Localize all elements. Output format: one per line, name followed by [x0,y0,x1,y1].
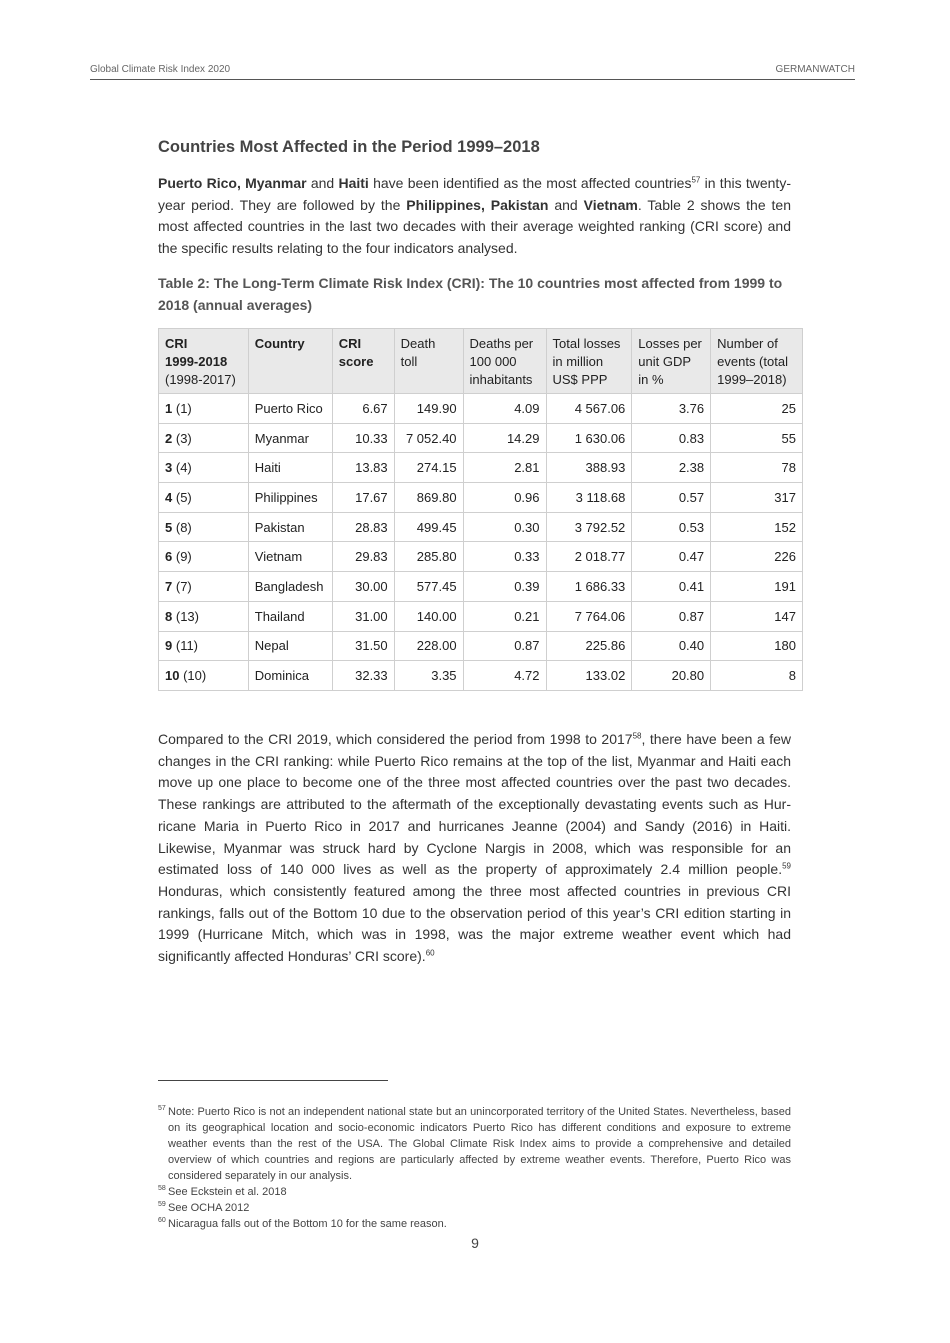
cell-rank [159,601,249,631]
cell-death-toll: 7 052.40 [394,423,463,453]
cell-rank [159,661,249,691]
rank-previous: (7) [175,578,192,594]
footnote-57 [158,1104,791,1184]
intro-bold-3: Philippines, Pakistan [406,196,549,213]
cell-events: 180 [711,631,803,661]
cell-country: Nepal [248,631,332,661]
col-header-gdp-b: unit GDP [638,354,692,369]
footnote-58 [158,1184,791,1200]
cell-losses-gdp: 0.83 [632,423,711,453]
footnote-ref-60[interactable]: 60 [425,948,435,958]
rank-previous: (11) [175,638,199,654]
col-header-country [248,329,332,394]
footnote-number: 58 [158,1185,166,1192]
cell-losses-gdp: 0.41 [632,572,711,602]
cell-death-toll: 869.80 [394,483,463,513]
cell-deaths-per-100k: 0.96 [463,483,546,513]
cell-country: Dominica [248,661,332,691]
table-row [159,661,803,691]
cell-total-losses: 133.02 [546,661,632,691]
cell-total-losses: 388.93 [546,453,632,483]
cell-score: 10.33 [332,423,394,453]
cell-deaths-per-100k: 0.30 [463,512,546,542]
table-row [159,542,803,572]
cell-events: 78 [711,453,803,483]
cell-deaths-per-100k: 14.29 [463,423,546,453]
col-header-gdp-c: in % [638,372,664,387]
footnote-text: Nicaragua falls out of the Bottom 10 for the same reason. [168,1218,447,1230]
rank-previous: (13) [175,608,199,624]
col-header-deaths100-c: inhabitants [469,372,533,387]
footnote-ref-58[interactable]: 58 [632,731,642,741]
cell-country: Puerto Rico [248,394,332,424]
cell-country: Philippines [248,483,332,513]
col-header-death-b: toll [400,354,418,369]
cell-deaths-per-100k: 4.72 [463,661,546,691]
cell-losses-gdp: 3.76 [632,394,711,424]
cell-events: 55 [711,423,803,453]
para2-text-2: , there have been a few changes in the CRI ranking: while Puerto Rico remains at the top of the list, Myanmar and Haiti each move up one place to become one of the three most affected countries over the past two decades. These rankings are attributed to the aftermath of the exceptionally devastating events such as Hurricane Maria in Puerto Rico in 2017 and hurricanes Jeanne (2004) and Sandy (2016) in Haiti. Likewise, Myanmar was struck hard by Cyclone Nargis in 2008, which was responsible for an estimated loss of 140 000 lives as well as the property of approximately 2.4 million people. [158,731,792,878]
rank-previous: (8) [175,519,192,535]
cell-deaths-per-100k: 0.21 [463,601,546,631]
rank-previous: (5) [175,489,192,505]
intro-bold-2: Haiti [338,175,369,191]
rank-previous: (10) [183,668,207,684]
cell-deaths-per-100k: 0.39 [463,572,546,602]
rank-current: 9 [165,638,173,654]
rank-current: 5 [165,519,173,535]
footnote-number: 59 [158,1201,166,1208]
cell-score: 31.00 [332,601,394,631]
cell-death-toll: 285.80 [394,542,463,572]
rank-current: 7 [165,578,173,594]
col-header-losses-a: Total losses [552,336,621,351]
comparison-paragraph [158,729,791,968]
cell-rank [159,572,249,602]
cell-score: 17.67 [332,483,394,513]
cell-events: 226 [711,542,803,572]
cell-losses-gdp: 0.40 [632,631,711,661]
cell-losses-gdp: 0.57 [632,483,711,513]
col-header-country-label: Country [254,336,305,351]
rank-previous: (3) [175,430,192,446]
footnote-59 [158,1200,791,1216]
cell-losses-gdp: 20.80 [632,661,711,691]
rank-current: 1 [165,400,173,416]
table-row [159,453,803,483]
footnote-number: 60 [158,1217,166,1224]
col-header-events-c: 1999–2018) [717,372,787,387]
intro-bold-4: Vietnam [583,196,638,213]
rank-previous: (4) [175,460,192,476]
intro-bold-1: Puerto Rico, Myanmar [158,175,307,191]
col-header-cri-rank-b: 1999-2018 [165,354,228,369]
section-title: Countries Most Affected in the Period 1999–2018 [158,138,540,156]
footnotes [158,1104,791,1232]
table-row [159,631,803,661]
cell-deaths-per-100k: 0.33 [463,542,546,572]
cell-rank [159,542,249,572]
rank-current: 4 [165,489,173,505]
cell-score: 32.33 [332,661,394,691]
col-header-death-a: Death [400,336,436,351]
table-row [159,394,803,424]
col-header-events-a: Number of [717,336,778,351]
cell-country: Thailand [248,601,332,631]
footnote-ref-57[interactable]: 57 [691,175,701,185]
cell-death-toll: 140.00 [394,601,463,631]
cell-losses-gdp: 0.87 [632,601,711,631]
para2-text-3: Honduras, which consistently featured among the three most affected countries in previous CRI rankings, falls out of the Bottom 10 due to the observation period of this year’s CRI edition starting in 1999 (Hurricane Mitch, which was in 1998, was the major extreme weather event which had significantly affected Honduras’ CRI score). [158,882,791,965]
col-header-total-losses [546,329,632,394]
table-row [159,601,803,631]
intro-text-5: . Table 2 shows the ten most affected countries in the last two decades with their average weighted ranking (CRI score) and the specific results relating to the four indicators analysed. [158,196,792,257]
cri-table [158,328,803,691]
rank-current: 3 [165,460,173,476]
cell-deaths-per-100k: 4.09 [463,394,546,424]
cell-total-losses: 1 630.06 [546,423,632,453]
cell-deaths-per-100k: 0.87 [463,631,546,661]
cell-total-losses: 4 567.06 [546,394,632,424]
cell-death-toll: 3.35 [394,661,463,691]
cell-total-losses: 3 118.68 [546,483,632,513]
rank-current: 10 [165,668,180,684]
intro-paragraph [158,173,791,260]
cell-total-losses: 7 764.06 [546,601,632,631]
cell-death-toll: 149.90 [394,394,463,424]
rank-previous: (1) [175,400,192,416]
col-header-cri-rank-c: (1998-2017) [165,372,236,387]
col-header-deaths-per-100k [463,329,546,394]
cell-country: Haiti [248,453,332,483]
table-row [159,512,803,542]
cell-events: 8 [711,661,803,691]
cell-total-losses: 3 792.52 [546,512,632,542]
cell-losses-gdp: 2.38 [632,453,711,483]
col-header-cri-rank-a: CRI [165,336,188,351]
col-header-losses-c: US$ PPP [552,372,608,387]
header-publisher: GERMANWATCH [775,64,855,75]
table-row [159,483,803,513]
page-number: 9 [471,1235,479,1251]
cell-total-losses: 2 018.77 [546,542,632,572]
cell-country: Vietnam [248,542,332,572]
col-header-death-toll [394,329,463,394]
cell-rank [159,512,249,542]
footnote-ref-59[interactable]: 59 [782,861,791,871]
intro-text-2: have been identified as the most affected countries [368,175,692,191]
cell-rank [159,423,249,453]
table-caption: Table 2: The Long-Term Climate Risk Index (CRI): The 10 countries most affected from 1999 to 2018 (annual averages) [158,275,783,313]
cell-score: 28.83 [332,512,394,542]
cell-rank [159,483,249,513]
cell-total-losses: 1 686.33 [546,572,632,602]
cell-events: 317 [711,483,803,513]
col-header-score-b: score [338,354,374,369]
col-header-cri-rank [159,329,249,394]
cell-losses-gdp: 0.53 [632,512,711,542]
intro-text-4: and [548,196,584,213]
footnote-text: See Eckstein et al. 2018 [168,1186,287,1198]
col-header-cri-score [332,329,394,394]
para2-text-1: Compared to the CRI 2019, which considered the period from 1998 to 2017 [158,731,633,747]
cell-score: 29.83 [332,542,394,572]
footnote-60 [158,1216,791,1232]
cell-deaths-per-100k: 2.81 [463,453,546,483]
rank-current: 6 [165,549,173,565]
col-header-gdp-a: Losses per [638,336,702,351]
col-header-events-b: events (total [717,354,788,369]
rank-current: 2 [165,430,173,446]
col-header-losses-b: in million [552,354,604,369]
col-header-deaths100-b: 100 000 [469,354,517,369]
table-header-row [159,329,803,394]
cell-death-toll: 228.00 [394,631,463,661]
intro-text-1: and [306,175,339,191]
rank-previous: (9) [175,549,192,565]
col-header-losses-gdp [632,329,711,394]
cell-total-losses: 225.86 [546,631,632,661]
cell-rank [159,394,249,424]
cell-death-toll: 577.45 [394,572,463,602]
rank-current: 8 [165,608,173,624]
footnote-text: See OCHA 2012 [168,1202,250,1214]
col-header-deaths100-a: Deaths per [469,336,534,351]
cell-score: 6.67 [332,394,394,424]
cell-losses-gdp: 0.47 [632,542,711,572]
cell-country: Pakistan [248,512,332,542]
cell-death-toll: 499.45 [394,512,463,542]
col-header-score-a: CRI [338,336,362,351]
intro-text-3: in this twenty-year period. They are followed by the [158,175,791,213]
cell-death-toll: 274.15 [394,453,463,483]
cell-country: Myanmar [248,423,332,453]
running-header [90,64,855,80]
cell-events: 152 [711,512,803,542]
footnote-number: 57 [158,1105,166,1112]
cell-score: 13.83 [332,453,394,483]
table-row [159,423,803,453]
footnote-divider [158,1080,388,1081]
header-report-title: Global Climate Risk Index 2020 [90,64,231,75]
cell-score: 30.00 [332,572,394,602]
cell-events: 191 [711,572,803,602]
footnote-text: Note: Puerto Rico is not an independent national state but an unincorporated territory of the United States. Nevertheless, based on its geographical location and socio-economic indicators Puerto Rico has different conditions and exposure to extreme weather events than the rest of the USA. The Global Climate Risk Index aims to provide a comprehensive and detailed overview of which countries and regions are particularly affected by extreme weather events. Therefore, Puerto Rico was considered separately in our analysis. [168,1106,791,1182]
cell-score: 31.50 [332,631,394,661]
cell-events: 147 [711,601,803,631]
col-header-events [711,329,803,394]
cell-country: Bangladesh [248,572,332,602]
cell-events: 25 [711,394,803,424]
cell-rank [159,631,249,661]
cell-rank [159,453,249,483]
table-row [159,572,803,602]
